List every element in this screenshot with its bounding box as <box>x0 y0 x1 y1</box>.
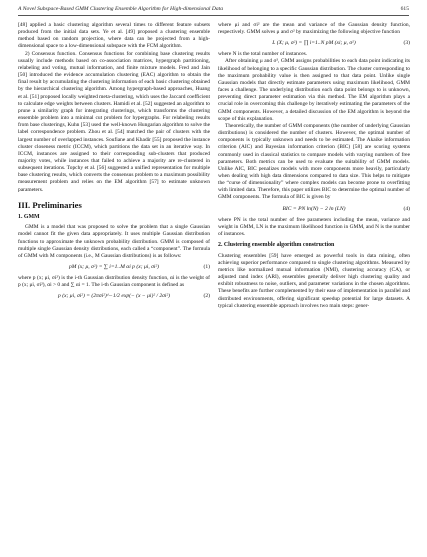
equation-body: pM (x; μ, σ²) = ∑ i=1..M αi p (x; μi, σi²) <box>68 264 159 271</box>
paragraph: where p (x; μi, σi²) is the i-th Gaussian distribution density function, αi is the weight of p (x; μi, σi²), αi > 0 and ∑ αi = 1. The i-th Gaussian component is defined as <box>18 275 210 289</box>
equation-number: (2) <box>203 293 210 300</box>
equation-number: (4) <box>403 205 410 212</box>
paragraph: where μi and σi² are the mean and variance of the Gaussian density function, respectively. GMM solves μ and σ² by maximizing the following objective function <box>218 22 410 36</box>
equation-body: BIC = PN ln(N) − 2 ln (LN) <box>282 205 346 212</box>
paragraph: [48] applied a basic clustering algorithm several times to different feature subsets produced from the initial data sets. Ye et al. [49] proposed a clustering ensemble method based on random projection, where data can be projected from a high-dimensional space to a low-dimensional subspace with the FCM algorithm. <box>18 22 210 50</box>
equation-body: L (X; μ, σ²) = ∏ i=1..N pM (xi; μ, σ²) <box>272 40 356 47</box>
equation-number: (1) <box>203 264 210 271</box>
equation-body: p (x; μi, σi²) = (2πσi²)^−1/2 exp(− (x − μi)² / 2σi²) <box>58 293 170 300</box>
equation-number: (3) <box>403 40 410 47</box>
paragraph: 2) Consensus function. Consensus functions for combining base clustering results usually include methods based on co-association matrices, hypergraph partitioning, relabeling and voting, mutual information, and finite mixture models. Fred and Jain [50] introduced the evidence accumulation clustering (EAC) algorithm to obtain the final result by accumulating the clustering information of each basic clustering obtained by the hierarchical clustering algorithm. Among hypergraph-based approaches, Huang et al. [51] proposed locally weighted meta-clustering, which uses the Jaccard coefficient to calculate edge weights between clusters. Hamidi et al. [52] suggested an algorithm to prune a similarity graph for integrating clusterings, which transforms the clustering ensemble problem into a minimal cut problem for hypergraphs. For relabeling results from base clusterings, Kuhn [53] used the well-known Hungarian algorithm to solve the label correspondence problem. Zhou et al. [54] matched the pair of clusters with the largest number of overlapped instances. Soufiane and Khadir [55] proposed the instance cluster closeness metric (ICCM), which partitions the data set in an iterative way. In ICCM, instances are assigned to their corresponding sub-clusters that produced majority votes, while instances that failed to achieve a majority are re-clustered in subsequent iterations. Topchy et al. [56] suggested a unified representation for multiple base clustering results, which converts the consensus problem to a maximum possibility measurement problem and relies on the EM algorithm [57] to estimate unknown parameters. <box>18 50 210 193</box>
paragraph: Clustering ensembles [59] have emerged as powerful tools in data mining, often achieving superior performance compared to single clustering algorithms. Measured by metrics like normalized mutual information (NMI), clustering accuracy (CA), or adjusted rand index (ARI), ensembles generally deliver high clustering quality and exhibit robustness to noise, outliers, and parameter variations in the chosen algorithms. These benefits are further complemented by their ease of implementation in parallel and distributed environments, offering significant speedup potential for large datasets. A typical clustering ensemble approach involves two main steps: gener- <box>218 252 410 309</box>
equation <box>18 292 210 301</box>
right-column <box>218 22 410 310</box>
paragraph: Theoretically, the number of GMM components (the number of underlying Gaussian distributions) is considered the number of clusters. However, the optimal number of components is typically unknown and needs to be estimated. The Akaike information criterion (AIC) and Bayesian information criterion (BIC) [58] are scoring systems commonly used in classical statistics to compare models with varying numbers of free parameters. Both metrics can be used to evaluate the suitability of GMM models. Unlike AIC, BIC penalizes models with more components more heavily, particularly when dealing with high data dimensions compared to data size. This helps to mitigate the “curse of dimensionality” where complex models can become prone to overfitting with limited data. Therefore, this paper utilizes BIC to determine the optimal number of GMM components. The formula of BIC is given by <box>218 122 410 201</box>
page-number: 615 <box>400 6 409 12</box>
header-title: A Novel Subspace-Based GMM Clustering Ensemble Algorithm for High-dimensional Data <box>18 6 224 12</box>
equation <box>218 39 410 48</box>
paragraph: where PN is the total number of free parameters including the mean, variance and weight in GMM, LN is the maximum likelihood function in GMM, and N is the number of instances. <box>218 216 410 237</box>
equation <box>18 263 210 272</box>
paragraph: After obtaining μ and σ², GMM assigns probabilities to each data point indicating its likelihood of belonging to a specific Gaussian distribution. The cluster corresponding to the maximum probability value is then assigned to that data point. Unlike single Gaussian models that directly estimate parameters using maximum likelihood, GMM faces a challenge. The underlying distribution each data point belongs to is unknown, preventing direct parameter estimation via this method. The EM algorithm plays a crucial role in overcoming this challenge by iteratively estimating the parameters of the GMM components. However, a detailed discussion of the EM algorithm is beyond the scope of this explanation. <box>218 58 410 122</box>
subsection-heading: 2. Clustering ensemble algorithm construction <box>218 242 335 249</box>
subsection-heading: 1. GMM <box>18 213 40 220</box>
header-rule <box>18 15 409 16</box>
section-heading: III. Preliminaries <box>18 199 82 210</box>
paragraph: where N is the total number of instances. <box>218 51 308 58</box>
paragraph: GMM is a model that was proposed to solve the problem that a single Gaussian model cannot fit the given data appropriately. It uses multiple Gaussian distribution functions to approximate the unknown probability distribution. GMM is composed of multiple single Gaussian density distributions, each called a “component”. The formula of GMM with M components (i.e., M Gaussian distributions) is as follows: <box>18 224 210 259</box>
equation <box>218 205 410 214</box>
left-column <box>18 22 210 304</box>
